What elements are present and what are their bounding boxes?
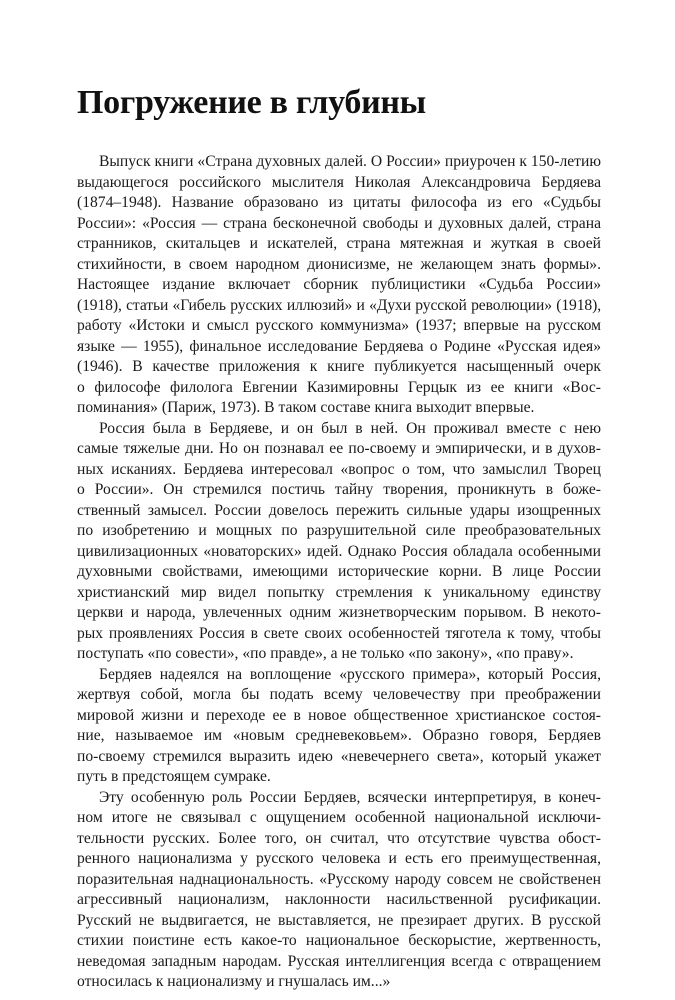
text-line: Русский не выдвигается, не выставляется, не презирает других. В русской [77,911,601,929]
text-line: жертвуя собой, могла бы подать всему человечеству при преображении [77,686,601,703]
text-line: духовными свойствами, имеющими исторические корни. В лице России [77,563,601,580]
text-line: ние, называемое им «новым средневековьем». Образно говоря, Бердяев [77,727,601,744]
text-line: по-своему стремился выразить идею «невечернего света», который укажет [77,747,601,765]
text-line: тельности русских. Более того, он считал, что отсутствие чувства обост- [77,829,601,847]
text-line: поразительная наднациональность. «Русскому народу совсем не свойственен [77,870,601,888]
text-line: Россия была в Бердяеве, и он был в ней. Он проживал вместе с нею [99,419,601,437]
text-line: относилась к национализму и гнушалась им...» [77,973,391,990]
text-line: рых проявлениях Россия в свете своих особенностей тяготела к тому, чтобы [77,624,601,642]
chapter-title: Погружение в глубины [77,84,426,121]
text-line: ных исканиях. Бердяева интересовал «вопрос о том, что замыслил Творец [77,460,601,478]
text-line: ренного национализма у русского человека и есть его преимущественная, [77,850,601,867]
text-line: стихийности, в своем народном дионисизме, не желающем знать формы». [77,255,601,273]
text-line: странников, скитальцев и искателей, страна мятежная и жуткая в своей [77,235,601,252]
text-line: Бердяев надеялся на воплощение «русского примера», который Россия, [99,665,601,683]
text-line: поминания» (Париж, 1973). В таком составе книга выходит впервые. [77,399,535,416]
text-line: ном итоге не связывал с ощущением особенной национальной исключи- [77,809,601,826]
text-line: христианский мир видел попытку стремления к уникальному единству [77,583,601,601]
text-line: о философе филолога Евгении Казимировны Герцык из ее книги «Вос- [77,378,601,396]
text-line: (1946). В качестве приложения к книге публикуется насыщенный очерк [77,358,601,375]
text-line: путь в предстоящем сумраке. [77,768,271,785]
text-line: самые тяжелые дни. Но он познавал ее по-своему и эмпирически, и в духов- [77,440,601,457]
text-line: неведомая западным народам. Русская интеллигенция всегда с отвращением [77,952,601,970]
text-line: агрессивный национализм, наклонности насильственной русификации. [77,891,601,908]
text-line: о России». Он стремился постичь тайну творения, проникнуть в боже- [77,481,601,498]
text-line: Выпуск книги «Страна духовных далей. О России» приурочен к 150-летию [99,153,601,170]
text-line: цивилизационных «новаторских» идей. Однако Россия обладала особенными [77,542,601,560]
text-line: России»: «Россия — страна бесконечной свободы и духовных далей, страна [77,214,601,232]
text-line: (1918), статьи «Гибель русских иллюзий» и «Духи русской революции» (1918), [77,296,601,314]
text-line: по изобретению и мощных по разрушительной силе преобразовательных [77,522,601,539]
text-line: работу «Истоки и смысл русского коммунизма» (1937; впервые на русском [77,317,601,334]
text-line: Эту особенную роль России Бердяев, всячески интерпретируя, в конеч- [99,788,601,806]
text-line: мировой жизни и переходе ее в новое общественное христианское состоя- [77,706,601,724]
text-line: языке — 1955), финальное исследование Бердяева о Родине «Русская идея» [77,337,601,355]
text-line: ственный замысел. России довелось пережить сильные удары изощренных [77,501,601,519]
text-line: поступать «по совести», «по правде», а не только «по закону», «по праву». [77,645,574,662]
body-text [77,152,601,993]
text-line: церкви и народа, увлеченных одним жизнетворческим порывом. В некото- [77,604,601,621]
text-line: выдающегося российского мыслителя Николая Александровича Бердяева [77,173,601,191]
text-line: (1874–1948). Название образовано из цитаты философа из его «Судьбы [77,194,601,211]
text-line: Настоящее издание включает сборник публицистики «Судьба России» [77,276,601,293]
text-line: стихии поистине есть какое-то национальное бескорыстие, жертвенность, [77,932,601,949]
